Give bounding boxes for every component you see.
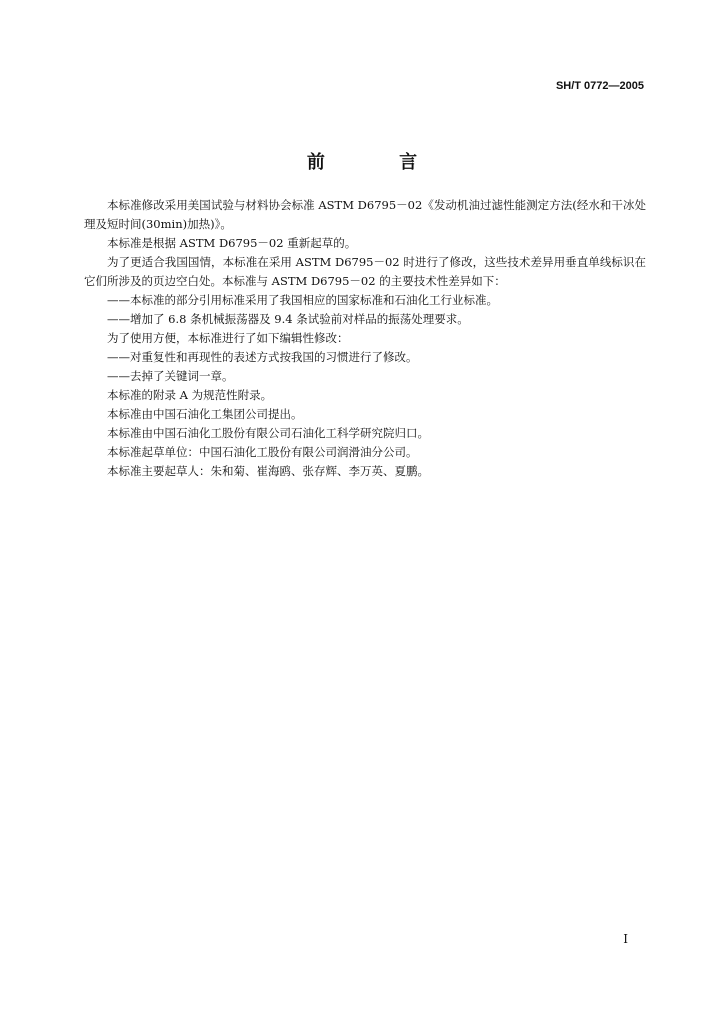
paragraph-modification: 为了更适合我国国情，本标准在采用 ASTM D6795－02 时进行了修改，这些技术差异用垂直单线标识在它们所涉及的页边空白处。本标准与 ASTM D6795－02 的主要技术性差异如下： [84, 255, 646, 288]
paragraph-basis: 本标准是根据 ASTM D6795－02 重新起草的。 [107, 236, 357, 250]
paragraph-drafting-unit: 本标准起草单位：中国石油化工股份有限公司润滑油分公司。 [107, 445, 418, 459]
page-number: I [623, 932, 628, 946]
editorial-item-1: ——对重复性和再现性的表述方式按我国的习惯进行了修改。 [107, 350, 418, 364]
paragraph-annex: 本标准的附录 A 为规范性附录。 [107, 388, 273, 402]
paragraph-adoption: 本标准修改采用美国试验与材料协会标准 ASTM D6795－02《发动机油过滤性能测定方法(经水和干冰处理及短时间(30min)加热)》。 [84, 198, 646, 231]
difference-item-2: ——增加了 6.8 条机械振荡器及 9.4 条试验前对样品的振荡处理要求。 [107, 312, 469, 326]
paragraph-drafters: 本标准主要起草人：朱和菊、崔海鸥、张存辉、李万英、夏鹏。 [107, 464, 429, 478]
paragraph-editorial: 为了使用方便，本标准进行了如下编辑性修改： [107, 331, 349, 345]
editorial-item-2: ——去掉了关键词一章。 [107, 369, 234, 383]
paragraph-proposer: 本标准由中国石油化工集团公司提出。 [107, 407, 303, 421]
difference-item-1: ——本标准的部分引用标准采用了我国相应的国家标准和石油化工行业标准。 [107, 293, 498, 307]
standard-code: SH/T 0772—2005 [555, 80, 644, 92]
paragraph-centralized: 本标准由中国石油化工股份有限公司石油化工科学研究院归口。 [107, 426, 429, 440]
page-title: 前 言 [306, 152, 452, 173]
document-body [84, 196, 646, 481]
